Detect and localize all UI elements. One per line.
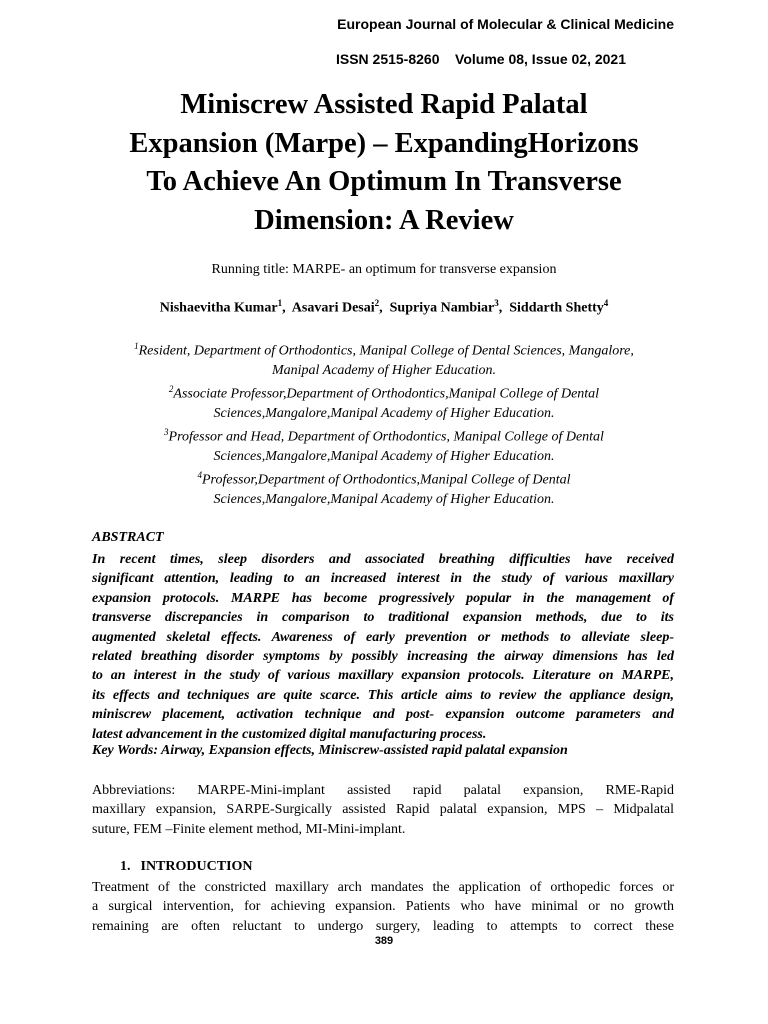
abstract-line: its effects and techniques are quite scarce. This article aims to review the appliance design, <box>92 687 674 703</box>
affiliation-line: Sciences,Mangalore,Manipal Academy of Higher Education. <box>213 448 555 464</box>
page-number: 389 <box>374 935 394 947</box>
affiliation-superscript: 1 <box>134 341 139 351</box>
affiliations <box>80 337 688 509</box>
affiliation-text: Professor and Head, Department of Orthodontics, Manipal College of Dental <box>168 429 604 445</box>
title-line: Miniscrew Assisted Rapid Palatal <box>180 89 588 120</box>
issn-volume-issue: ISSN 2515-8260 Volume 08, Issue 02, 2021 <box>335 51 626 67</box>
abstract-line: expansion protocols. MARPE has become progressively popular in the management of <box>92 590 674 606</box>
affiliation-line <box>80 423 688 447</box>
author-separator: , <box>282 300 290 316</box>
abstract-line: In recent times, sleep disorders and associated breathing difficulties have received <box>92 552 674 567</box>
introduction-line: a surgical intervention, for achieving expansion. Patients who have minimal or no growth <box>92 899 674 915</box>
abbreviation-line: maxillary expansion, SARPE-Surgically assisted Rapid palatal expansion, MPS – Midpalatal <box>92 802 674 818</box>
abstract-line: to an interest in the study of various maxillary expansion protocols. Literature on MARPE, <box>92 668 674 684</box>
affiliation-superscript: 2 <box>168 384 174 395</box>
author-name: Asavari Desai <box>291 300 375 316</box>
affiliation-text: Professor,Department of Orthodontics,Manipal College of Dental <box>201 472 571 488</box>
author-separator: , <box>379 300 387 316</box>
affiliation-text: Associate Professor,Department of Orthodontics,Manipal College of Dental <box>173 386 600 402</box>
affiliation-text: Resident, Department of Orthodontics, Manipal College of Dental Sciences, Mangalore, <box>138 343 634 359</box>
title-line: Expansion (Marpe) – ExpandingHorizons <box>129 127 639 159</box>
affiliation-line <box>80 337 688 361</box>
abstract-line: latest advancement in the customized digital manufacturing process. <box>92 726 487 742</box>
running-title: Running title: MARPE- an optimum for transverse expansion <box>211 262 557 277</box>
paper-title <box>60 86 708 240</box>
author-superscript: 1 <box>277 298 283 308</box>
abstract-line: significant attention, leading to an increased interest in the study of various maxillary <box>92 571 674 587</box>
author-superscript: 4 <box>603 298 609 308</box>
author-name: Supriya Nambiar <box>389 300 495 316</box>
abbreviations <box>92 781 674 839</box>
author-superscript: 2 <box>374 298 380 308</box>
introduction-line: remaining are often reluctant to undergo surgery, leading to attempts to correct these <box>92 918 674 934</box>
author-name: Siddarth Shetty <box>509 300 604 316</box>
affiliation-superscript: 4 <box>197 470 202 481</box>
affiliation-line: Sciences,Mangalore,Manipal Academy of Higher Education. <box>213 492 555 508</box>
author-name: Nishaevitha Kumar <box>159 300 278 316</box>
abbreviation-line: Abbreviations: MARPE-Mini-implant assisted rapid palatal expansion, RME-Rapid <box>92 783 674 798</box>
affiliation-line: Manipal Academy of Higher Education. <box>271 362 497 378</box>
introduction-line: Treatment of the constricted maxillary arch mandates the application of orthopedic forces or <box>92 880 674 895</box>
affiliation-line <box>80 380 688 404</box>
abstract-line: augmented skeletal effects. Awareness of early prevention or methods to alleviate sleep- <box>92 629 674 645</box>
abbreviation-line: suture, FEM –Finite element method, MI-Mini-implant. <box>92 821 406 837</box>
author-separator: , <box>498 300 506 316</box>
affiliation-line: Sciences,Mangalore,Manipal Academy of Higher Education. <box>213 405 555 421</box>
abstract-line: related breathing disorder symptoms by possibly increasing the airway dimensions has led <box>92 649 674 665</box>
affiliation-line <box>80 466 688 490</box>
abstract-line: miniscrew placement, activation technique and post- expansion outcome parameters and <box>92 707 674 723</box>
author-superscript: 3 <box>494 298 499 308</box>
title-line: To Achieve An Optimum In Transverse <box>146 166 622 197</box>
abstract-body <box>92 550 674 744</box>
author-list <box>0 298 768 317</box>
abstract-line: transverse discrepancies in comparison to traditional expansion methods, due to its <box>92 610 674 626</box>
keywords: Key Words: Airway, Expansion effects, Miniscrew-assisted rapid palatal expansion <box>92 743 568 758</box>
abstract-heading: ABSTRACT <box>92 530 164 545</box>
affiliation-superscript: 3 <box>164 427 169 438</box>
journal-name: European Journal of Molecular & Clinical Medicine <box>337 16 674 32</box>
title-line: Dimension: A Review <box>254 204 514 236</box>
introduction-body <box>92 878 674 936</box>
section-heading-introduction <box>120 859 253 875</box>
section-number: 1. <box>120 859 131 874</box>
section-title: INTRODUCTION <box>140 859 253 874</box>
